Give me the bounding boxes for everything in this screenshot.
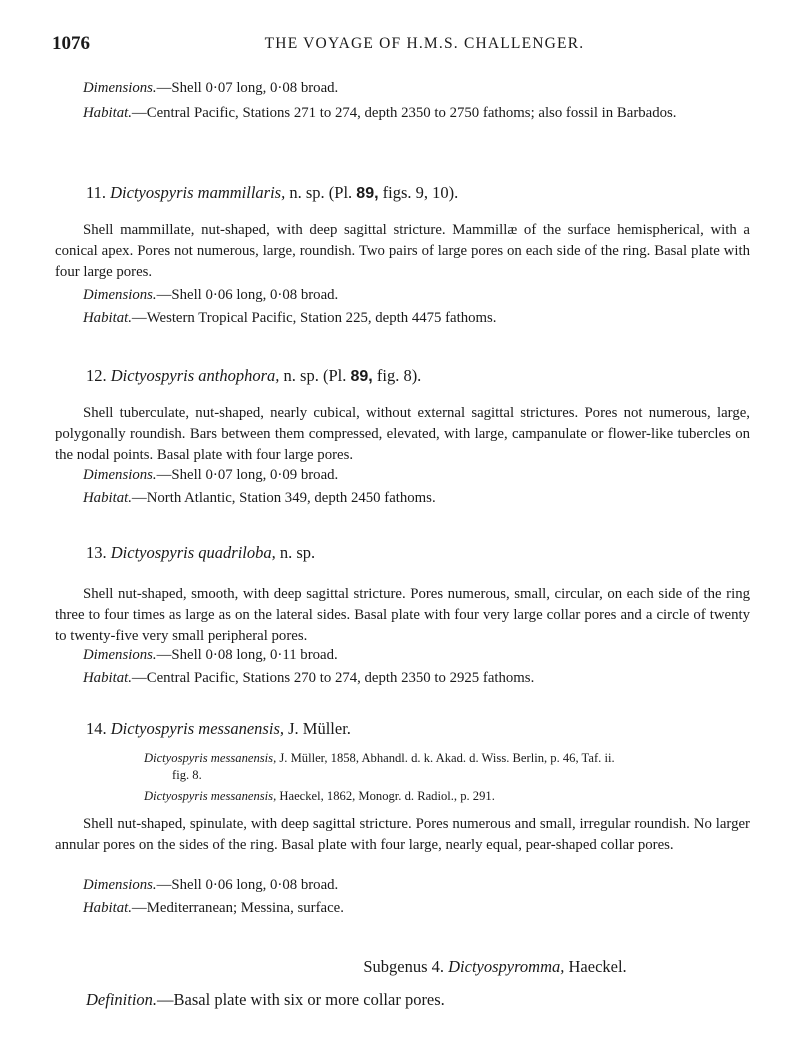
dimensions-line-12: Dimensions.—Shell 0·07 long, 0·09 broad.: [83, 467, 339, 483]
species-heading-11: 11. Dictyospyris mammillaris, n. sp. (Pl. 89, figs. 9, 10).: [86, 183, 459, 202]
running-title: THE VOYAGE OF H.M.S. CHALLENGER.: [264, 35, 585, 52]
dimensions-line-13: Dimensions.—Shell 0·08 long, 0·11 broad.: [83, 647, 338, 663]
habitat-line-11: Habitat.—Western Tropical Pacific, Station 225, depth 4475 fathoms.: [83, 310, 497, 326]
dimensions-line-11: Dimensions.—Shell 0·06 long, 0·08 broad.: [83, 287, 339, 303]
species-heading-14: 14. Dictyospyris messanensis, J. Müller.: [86, 719, 351, 738]
habitat-line-12: Habitat.—North Atlantic, Station 349, depth 2450 fathoms.: [83, 490, 436, 506]
habitat-line: Habitat.—Central Pacific, Stations 271 to 274, depth 2350 to 2750 fathoms; also fossil in Barbados.: [83, 105, 677, 121]
page-header: [52, 33, 757, 57]
habitat-line-14: Habitat.—Mediterranean; Messina, surface.: [83, 900, 344, 916]
species-description-14: Shell nut-shaped, spinulate, with deep sagittal stricture. Pores numerous and small, irregular roundish. No larger annular pores on the sides of the ring. Basal plate with four large, nearly equal, pear-shaped collar pores.: [55, 816, 750, 853]
species-heading-12: 12. Dictyospyris anthophora, n. sp. (Pl. 89, fig. 8).: [86, 366, 422, 385]
species-heading-13: 13. Dictyospyris quadriloba, n. sp.: [86, 543, 316, 562]
species-description-11: Shell mammillate, nut-shaped, with deep sagittal stricture. Mammillæ of the surface hemispherical, with a conical apex. Pores not numerous, large, roundish. Two pairs of large pores on each side of the ring. Basal plate with four large pores.: [55, 222, 750, 280]
habitat-line-13: Habitat.—Central Pacific, Stations 270 to 274, depth 2350 to 2925 fathoms.: [83, 670, 535, 686]
species-description-12: Shell tuberculate, nut-shaped, nearly cubical, without external sagittal strictures. Pores not numerous, large, polygonally roundish. Bars between them compressed, elevated, with large, campanulate or flower-like tubercles on the nodal points. Basal plate with four large pores.: [55, 405, 750, 463]
page-number: 1076: [52, 33, 90, 54]
definition-line: Definition.—Basal plate with six or more collar pores.: [86, 990, 445, 1009]
species-description-13: Shell nut-shaped, smooth, with deep sagittal stricture. Pores numerous, small, circular, on each side of the ring three to four times as large as on the lateral sides. Basal plate with four very large collar pores and a circle of twenty to twenty-five very small peripheral pores.: [55, 586, 750, 644]
synonym-entry: Dictyospyris messanensis, Haeckel, 1862, Monogr. d. Radiol., p. 291.: [144, 789, 495, 803]
subgenus-heading: Subgenus 4. Dictyospyromma, Haeckel.: [363, 957, 627, 976]
synonym-entry: Dictyospyris messanensis, J. Müller, 1858, Abhandl. d. k. Akad. d. Wiss. Berlin, p. 46, Taf. ii. fig. 8.: [144, 751, 615, 782]
dimensions-line-14: Dimensions.—Shell 0·06 long, 0·08 broad.: [83, 877, 339, 893]
dimensions-line: Dimensions.—Shell 0·07 long, 0·08 broad.: [83, 80, 339, 96]
